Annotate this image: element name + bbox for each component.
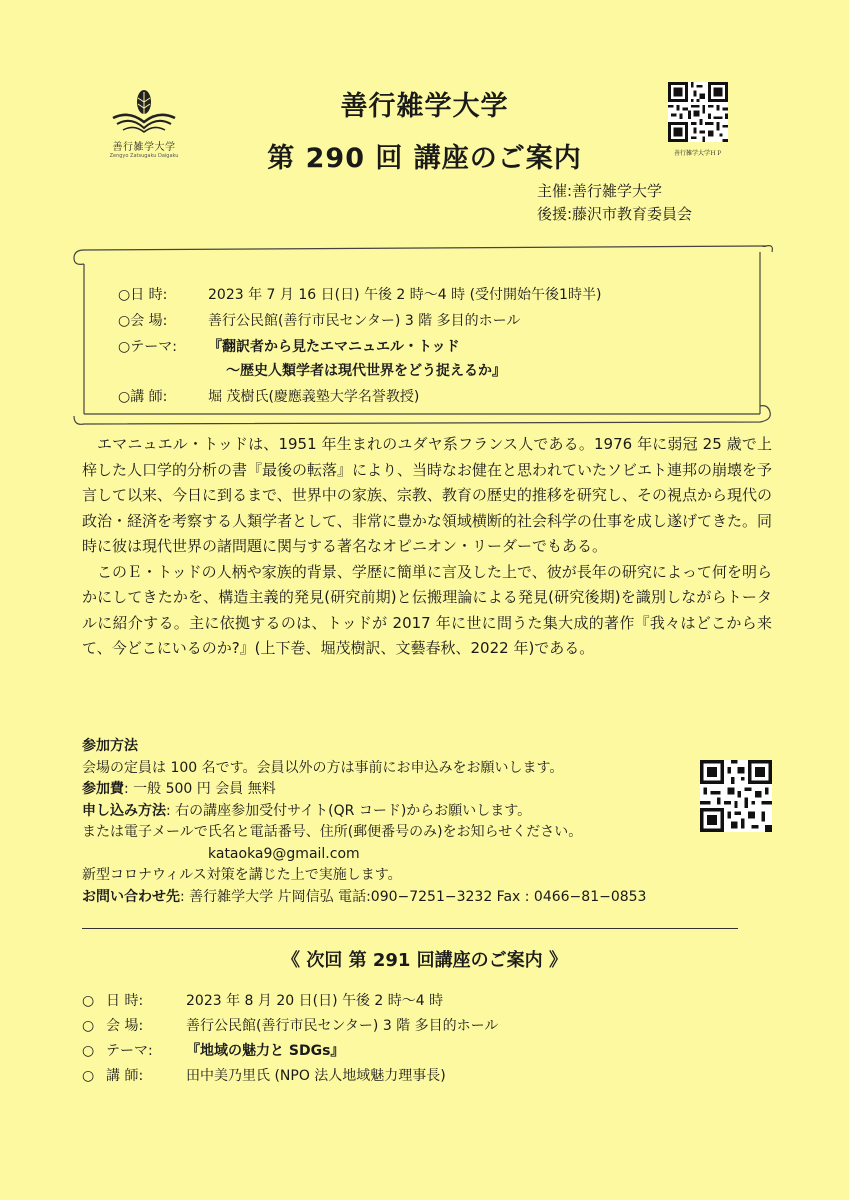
lecture-theme [118,336,460,356]
lecture-lecturer [118,386,419,406]
next-lecture-title: 《 次回 第 291 回講座のご案内 》 [282,950,567,971]
fee-value: : 一般 500 円 会員 無料 [124,781,276,797]
contact-row [82,887,762,909]
next-theme [82,1040,344,1060]
qr-caption: 善行雑学大学ＨＰ [673,150,722,157]
registration-qr-code-icon[interactable] [700,760,772,832]
email-instructions: または電子メールで氏名と電話番号、住所(郵便番号のみ)をお知らせください。 [82,824,583,840]
fee-row [82,779,762,801]
next-theme-value: 『地域の魅力と SDGs』 [186,1043,345,1059]
logo-text: 善行雑学大学 [112,142,176,153]
contact-label: お問い合わせ先 [82,888,180,905]
page-subtitle: 第 290 回 講座のご案内 [267,143,582,174]
divider [82,928,738,929]
lecturer-label: ○講 師: [118,389,168,405]
venue-value: 善行公民館(善行市民センター) 3 階 多目的ホール [208,313,521,329]
bullet-icon: ○ [82,1068,95,1084]
description [82,432,772,662]
capacity-text: 会場の定員は 100 名です。会員以外の方は事前にお申込みをお願いします。 [82,759,564,776]
fee-label: 参加費 [82,781,124,797]
next-date-label: 日 時: [106,993,144,1009]
contact-value: : 善行雑学大学 片岡信弘 電話:090−7251−3232 Fax : 0466−81−0853 [180,888,647,905]
theme-label: ○テーマ: [118,339,177,355]
logo-subtext: Zengyo Zatsugaku Daigaku [109,153,179,159]
participation-section [82,736,762,908]
next-venue-label: 会 場: [106,1018,144,1034]
next-lecturer [82,1065,446,1085]
next-venue-value: 善行公民館(善行市民センター) 3 階 多目的ホール [186,1018,499,1034]
theme-line2: ～歴史人類学者は現代世界をどう捉えるか』 [226,363,506,379]
description-para-1: エマニュエル・トッドは、1951 年生まれのユダヤ系フランス人である。1976 年に弱冠 25 歳で上梓した人口学的分析の書『最後の転落』により、当時なお健在と思われていたソビエト連邦の崩壊を予言して以来、今日に到るまで、世界中の家族、宗教、教育の歴史的推移を研究し、その視点から現代の政治・経済を考察する人類学者として、非常に豊かな領域横断的社会科学の仕事を成し遂げてきた。同時に彼は現代世界の諸問題に関与する著名なオピニオン・リーダーでもある。 [82,435,773,555]
apply-label: 申し込み方法 [82,802,166,819]
bullet-icon: ○ [82,1018,95,1034]
homepage-qr-code-icon[interactable] [668,82,728,142]
sponsor-block [537,180,692,226]
lecturer-value: 堀 茂樹氏(慶應義塾大学名誉教授) [208,389,420,405]
participation-heading: 参加方法 [82,738,138,754]
date-value: 2023 年 7 月 16 日(日) 午後 2 時～4 時 (受付開始午後1時半) [208,287,602,303]
bullet-icon: ○ [82,1043,95,1059]
lecture-theme-2 [226,360,506,380]
theme-line1: 『翻訳者から見たエマニュエル・トッド [208,339,460,355]
apply-row [82,801,762,823]
bullet-icon: ○ [82,993,95,1009]
date-label: ○日 時: [118,287,168,303]
next-lecturer-label: 講 師: [106,1068,144,1084]
next-theme-label: テーマ: [106,1043,153,1059]
lecture-date [118,284,601,304]
organizer: 主催:善行雑学大学 [537,182,663,200]
lecture-venue [118,310,520,330]
venue-label: ○会 場: [118,313,168,329]
covid-note: 新型コロナウィルス対策を講じた上で実施します。 [82,867,402,883]
description-para-2: このＥ・トッドの人柄や家族的背景、学歴に簡単に言及した上で、彼が長年の研究によって何を明らかにしてきたかを、構造主義的発見(研究前期)と伝搬理論による発見(研究後期)を識別しながらトータルに紹介する。主に依拠するのは、トッドが 2017 年に世に問うた集大成的著作『我々はどこから来て、今どこにいるのか?』(上下巻、堀茂樹訳、文藝春秋、2022 年)である。 [82,562,772,657]
email-address[interactable]: kataoka9@gmail.com [208,845,360,862]
next-date-value: 2023 年 8 月 20 日(日) 午後 2 時～4 時 [186,993,444,1009]
apply-value: : 右の講座参加受付サイト(QR コード)からお願いします。 [166,802,532,819]
supporter: 後援:藤沢市教育委員会 [537,205,693,223]
next-date [82,990,443,1010]
page-title: 善行雑学大学 [340,91,509,122]
next-lecturer-value: 田中美乃里氏 (NPO 法人地域魅力理事長) [186,1068,446,1084]
next-venue [82,1015,498,1035]
